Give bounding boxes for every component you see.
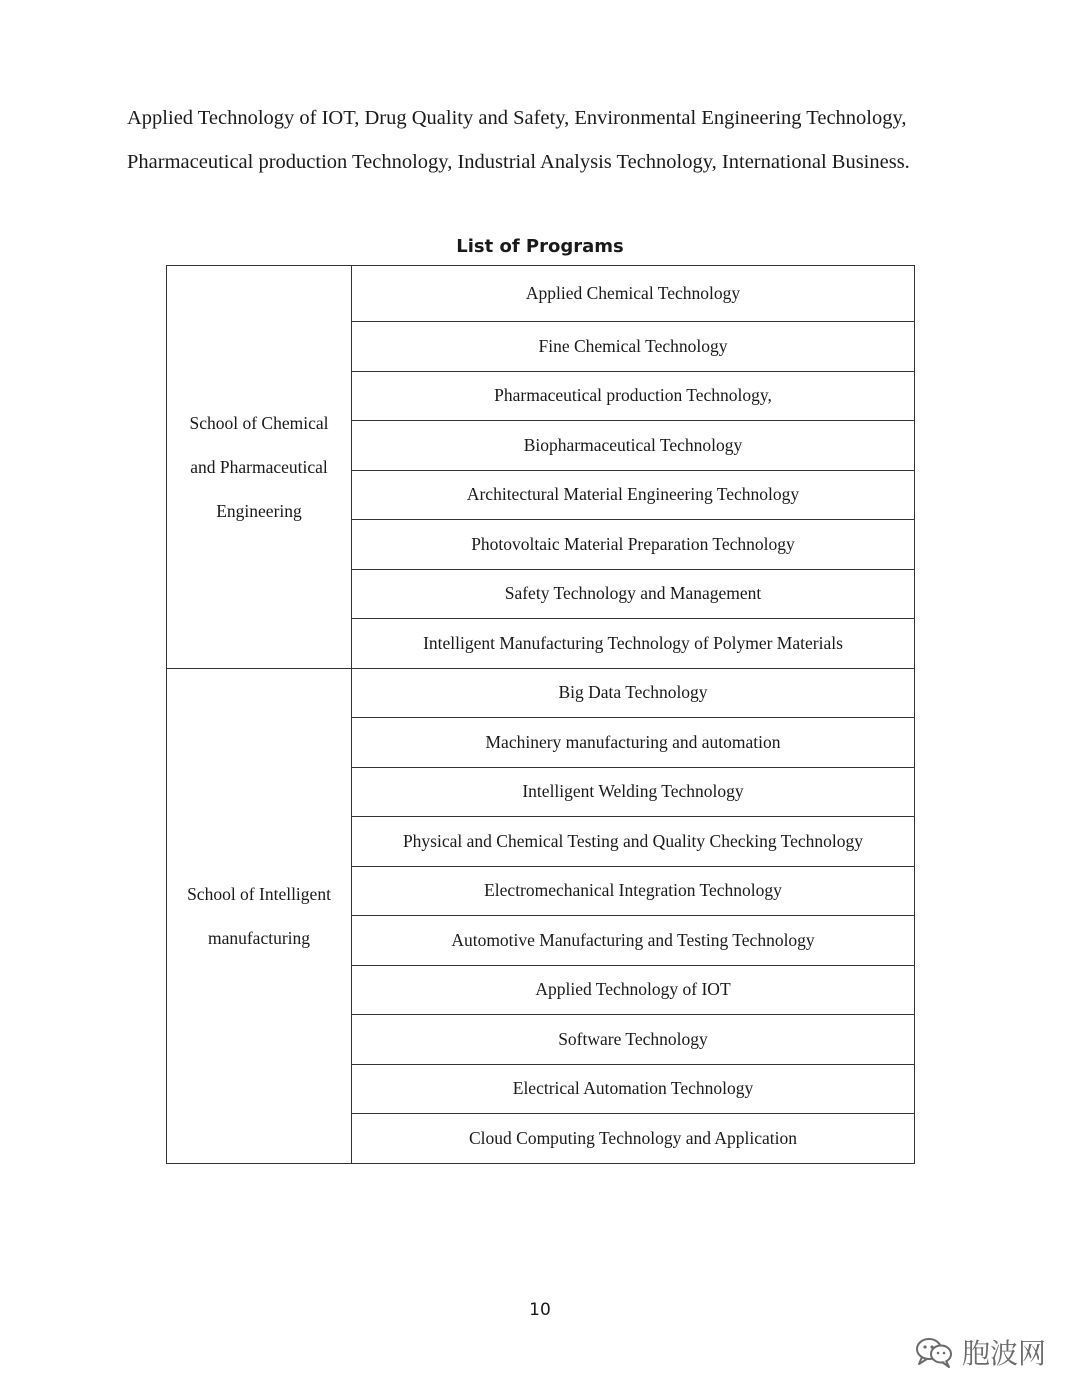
school-cell-intelligent [167,668,352,1163]
school-name-line: and Pharmaceutical [190,456,328,477]
program-cell: Photovoltaic Material Preparation Technology [352,520,915,570]
programs-table [166,265,915,1164]
program-cell: Pharmaceutical production Technology, [352,371,915,421]
school-name-line: manufacturing [207,927,311,948]
intro-paragraph [127,96,967,184]
program-cell: Safety Technology and Management [352,569,915,619]
page-number: 10 [529,1300,551,1320]
watermark-text: 胞波网 [961,1337,1046,1370]
program-cell: Biopharmaceutical Technology [352,421,915,471]
table-title: List of Programs [456,236,624,257]
intro-line-1: Applied Technology of IOT, Drug Quality and Safety, Environmental Engineering Technology, [127,107,907,129]
program-cell: Intelligent Manufacturing Technology of Polymer Materials [352,619,915,669]
program-cell: Intelligent Welding Technology [352,767,915,817]
program-cell: Applied Technology of IOT [352,965,915,1015]
school-name-line: School of Intelligent [187,883,331,904]
program-cell: Architectural Material Engineering Technology [352,470,915,520]
chat-bubbles-icon [914,1335,954,1369]
table-row [167,266,915,322]
program-cell: Electromechanical Integration Technology [352,866,915,916]
intro-line-2: Pharmaceutical production Technology, Industrial Analysis Technology, International Business. [127,151,910,173]
watermark [914,1332,1046,1372]
program-cell: Machinery manufacturing and automation [352,718,915,768]
school-name-line: Engineering [216,500,302,521]
table-row [167,668,915,718]
program-cell: Applied Chemical Technology [352,266,915,322]
program-cell: Big Data Technology [352,668,915,718]
school-cell-chemical [167,266,352,669]
program-cell: Physical and Chemical Testing and Quality Checking Technology [352,817,915,867]
program-cell: Electrical Automation Technology [352,1064,915,1114]
program-cell: Automotive Manufacturing and Testing Technology [352,916,915,966]
program-cell: Cloud Computing Technology and Application [352,1114,915,1164]
school-name-line: School of Chemical [189,412,329,433]
program-cell: Fine Chemical Technology [352,322,915,372]
program-cell: Software Technology [352,1015,915,1065]
